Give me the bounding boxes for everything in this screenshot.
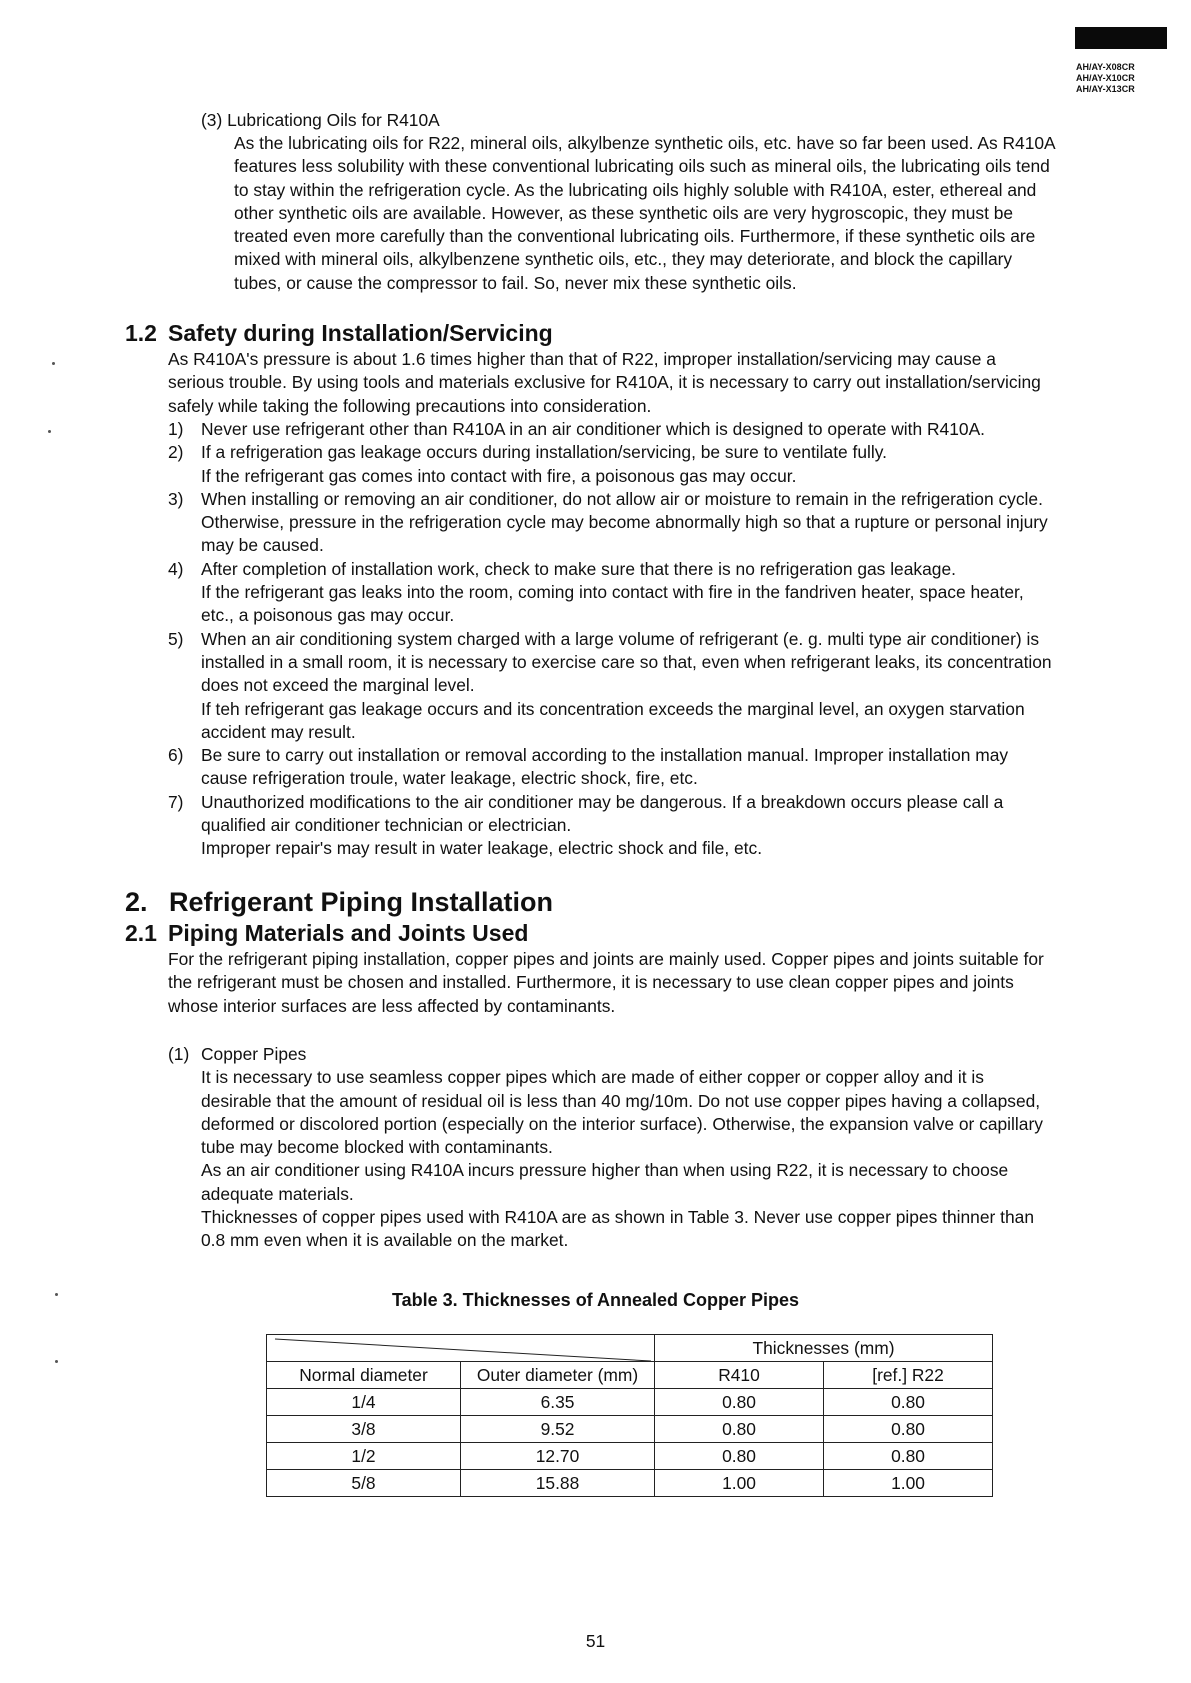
section-title: Refrigerant Piping Installation [169,887,554,917]
section-number: 1.2 [125,320,157,346]
table-header-row [267,1335,993,1362]
paragraph-line: tube may become blocked with contaminants. [201,1137,553,1158]
lubricating-oils-subheading: (3) Lubricationg Oils for R410A [201,110,440,130]
list-line: Be sure to carry out installation or removal according to the installation manual. Improper installation may [201,745,1009,766]
list-item [168,1043,1043,1253]
paragraph-line: features less solubility with these conventional lubricating oils such as mineral oils, the lubricating oils tend [234,156,1050,177]
table-cell: 0.80 [655,1389,824,1416]
list-item-number: 1) [168,419,184,439]
table-cell: 1.00 [824,1470,993,1497]
list-item-text [201,488,1052,558]
list-item-number: 2) [168,442,184,463]
thickness-group-header: Thicknesses (mm) [655,1335,993,1362]
list-item-text [201,441,1052,488]
list-item-number: 6) [168,745,184,766]
list-item [168,441,1052,488]
table-row [267,1416,993,1443]
paragraph-line: adequate materials. [201,1183,354,1204]
section-number: 2. [125,887,148,917]
table-cell: 12.70 [461,1443,655,1470]
model-numbers [1076,62,1135,95]
table-cell: 9.52 [461,1416,655,1443]
list-line: Improper repair's may result in water leakage, electric shock and file, etc. [201,838,763,859]
table-cell: 15.88 [461,1470,655,1497]
model-number: AH/AY-X10CR [1076,73,1135,83]
list-item [168,744,1052,791]
scan-speck [52,362,55,365]
column-header: R410 [655,1362,824,1389]
column-header: Outer diameter (mm) [461,1362,655,1389]
section-title: Safety during Installation/Servicing [168,320,553,346]
table-row [267,1389,993,1416]
paragraph-line: Thicknesses of copper pipes used with R410A are as shown in Table 3. Never use copper pipes thinner than [201,1207,1034,1228]
table-cell: 0.80 [655,1443,824,1470]
table-cell: 0.80 [655,1416,824,1443]
list-item-text [201,744,1052,791]
copper-pipes-subheading: Copper Pipes [201,1044,307,1064]
list-item-text [201,418,1052,441]
list-line: After completion of installation work, check to make sure that there is no refrigeration gas leakage. [201,558,956,579]
table-cell: 0.80 [824,1416,993,1443]
table-row [267,1470,993,1497]
list-line: If a refrigeration gas leakage occurs during installation/servicing, be sure to ventilate fully. [201,442,888,463]
table-cell: 0.80 [824,1443,993,1470]
list-item [168,418,1052,441]
list-item-number: 3) [168,488,184,509]
list-line: If the refrigerant gas comes into contact with fire, a poisonous gas may occur. [201,465,797,486]
diagonal-line [267,1335,653,1363]
list-line: Never use refrigerant other than R410A in an air conditioner which is designed to operate with R410A. [201,419,986,439]
list-line: installed in a small room, it is necessary to exercise care so that, even when refrigerant leaks, its concentration [201,651,1052,672]
paragraph-line: treated even more carefully than the conventional lubricating oils. Furthermore, if these synthetic oils are [234,226,1036,247]
table-caption: Table 3. Thicknesses of Annealed Copper Pipes [391,1290,800,1310]
list-line: may be caused. [201,535,324,556]
table-row [267,1443,993,1470]
paragraph-line: other synthetic oils are available. However, as these synthetic oils are very hygroscopic, they must be [234,202,1014,223]
section-1-2-intro [168,348,1041,418]
section-2-1-heading [125,919,528,947]
paragraph-line: For the refrigerant piping installation, copper pipes and joints are mainly used. Copper pipes and joints suitable for [168,949,1044,969]
model-number: AH/AY-X08CR [1076,62,1135,72]
section-2-heading [125,886,553,918]
scan-speck [55,1293,58,1296]
list-item-number: 5) [168,628,184,649]
list-line: When an air conditioning system charged with a large volume of refrigerant (e. g. multi type air conditioner) is [201,628,1040,649]
list-item-number: (1) [168,1044,190,1064]
header-black-bar [1075,27,1167,49]
paragraph-line: desirable that the amount of residual oil is less than 40 mg/10m. Do not use copper pipes having a collapsed, [201,1090,1041,1111]
list-line: When installing or removing an air conditioner, do not allow air or moisture to remain in the refrigeration cycle. [201,488,1043,509]
page-number: 51 [585,1631,606,1651]
list-line: etc., a poisonous gas may occur. [201,605,455,626]
paragraph-line: 0.8 mm even when it is available on the market. [201,1230,569,1251]
paragraph-line: It is necessary to use seamless copper pipes which are made of either copper or copper alloy and it is [201,1067,984,1088]
table-cell: 1/2 [267,1443,461,1470]
table-cell: 6.35 [461,1389,655,1416]
table-cell: 5/8 [267,1470,461,1497]
list-item-number: 4) [168,558,184,579]
paragraph-line: deformed or discolored portion (especially on the interior surface). Otherwise, the expansion valve or capillary [201,1113,1043,1134]
list-item-number: 7) [168,791,184,812]
paragraph-line: As R410A's pressure is about 1.6 times higher than that of R22, improper installation/servicing may cause a [168,349,996,369]
table-cell: 1.00 [655,1470,824,1497]
scan-speck [48,430,51,433]
list-item [168,488,1052,558]
paragraph-line: tubes, or cause the compressor to fail. So, never mix these synthetic oils. [234,272,797,293]
list-line: If teh refrigerant gas leakage occurs and its concentration exceeds the marginal level, an oxygen starvation [201,698,1025,719]
list-item-text [201,558,1052,628]
table-cell: 3/8 [267,1416,461,1443]
scan-speck [55,1360,58,1363]
model-number: AH/AY-X13CR [1076,84,1135,94]
section-2-1-intro [168,948,1044,1018]
list-line: does not exceed the marginal level. [201,675,475,696]
list-line: If the refrigerant gas leaks into the room, coming into contact with fire in the fandriven heater, space heater, [201,582,1024,603]
paragraph-line: to stay within the refrigeration cycle. As the lubricating oils highly soluble with R410A, ester, ethereal and [234,179,1037,200]
list-line: Unauthorized modifications to the air conditioner may be dangerous. If a breakdown occurs please call a [201,791,1004,812]
list-item [168,628,1052,744]
paragraph-line: safely while taking the following precautions into consideration. [168,395,652,416]
table-cell: 1/4 [267,1389,461,1416]
lubricating-oils-paragraph [234,132,1056,295]
list-line: qualified air conditioner technician or electrician. [201,815,572,836]
column-header: Normal diameter [267,1362,461,1389]
list-item-text [201,628,1052,744]
section-title: Piping Materials and Joints Used [168,920,529,946]
list-item [168,558,1052,628]
paragraph-line: As an air conditioner using R410A incurs pressure higher than when using R22, it is necessary to choose [201,1160,1009,1181]
paragraph-line: As the lubricating oils for R22, mineral oils, alkylbenze synthetic oils, etc. have so far been used. As R410A [234,133,1056,153]
paragraph-line: the refrigerant must be chosen and installed. Furthermore, it is necessary to use clean copper pipes and joints [168,972,1014,993]
table-cell: 0.80 [824,1389,993,1416]
copper-pipes-table [266,1334,993,1497]
list-item-text [201,791,1052,861]
list-line: accident may result. [201,721,356,742]
list-line: cause refrigeration troule, water leakage, electric shock, fire, etc. [201,768,698,789]
paragraph-line: mixed with mineral oils, alkylbenzene synthetic oils, etc., they may deteriorate, and block the capillary [234,249,1013,270]
list-line: Otherwise, pressure in the refrigeration cycle may become abnormally high so that a rupture or personal injury [201,512,1048,533]
column-header: [ref.] R22 [824,1362,993,1389]
paragraph-line: serious trouble. By using tools and materials exclusive for R410A, it is necessary to carry out installation/servicing [168,372,1041,393]
section-1-2-heading [125,319,553,347]
table-header-row [267,1362,993,1389]
diagonal-header-cell [267,1335,655,1362]
section-number: 2.1 [125,920,157,946]
copper-pipes-block [168,1043,1043,1253]
list-item-text [201,1043,1043,1253]
list-item [168,791,1052,861]
precautions-list [168,418,1052,861]
paragraph-line: whose interior surfaces are less affected by contaminants. [168,995,616,1016]
